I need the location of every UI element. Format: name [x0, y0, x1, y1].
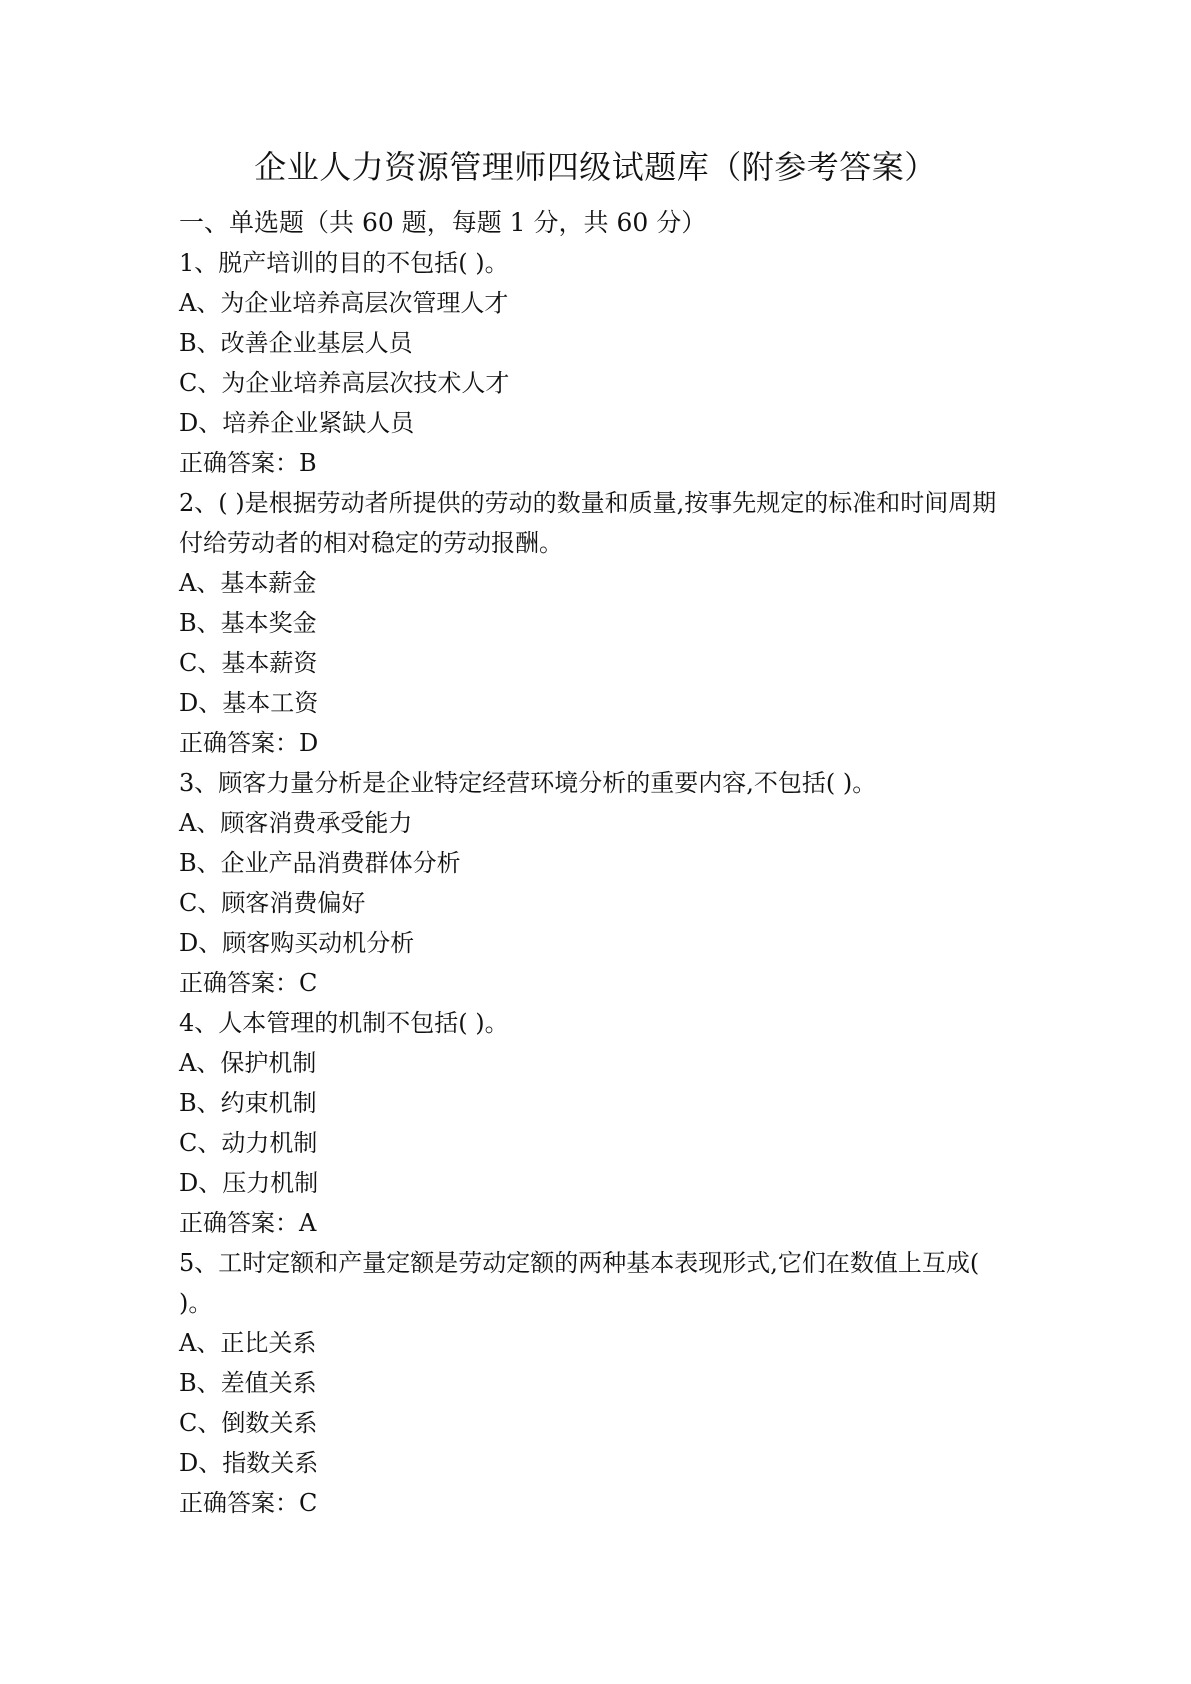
option-a: A、保护机制	[179, 1049, 317, 1077]
section-title: 一、单选题（共 60 题，每题 1 分，共 60 分）	[179, 208, 707, 237]
question-2	[179, 483, 1019, 763]
option-c: C、基本薪资	[179, 649, 318, 677]
question-5	[179, 1243, 1019, 1523]
question-stem: 4、人本管理的机制不包括( )。	[179, 1009, 509, 1037]
question-4	[179, 1003, 1019, 1243]
question-stem: 3、顾客力量分析是企业特定经营环境分析的重要内容,不包括( )。	[179, 769, 877, 797]
option-d: D、指数关系	[179, 1449, 319, 1477]
option-c: C、为企业培养高层次技术人才	[179, 369, 510, 397]
option-a: A、基本薪金	[179, 569, 317, 597]
correct-answer: 正确答案：B	[179, 449, 317, 477]
option-d: D、顾客购买动机分析	[179, 929, 415, 957]
option-b: B、约束机制	[179, 1089, 317, 1117]
question-1	[179, 243, 1019, 483]
option-b: B、改善企业基层人员	[179, 329, 413, 357]
option-b: B、差值关系	[179, 1369, 317, 1397]
option-c: C、倒数关系	[179, 1409, 318, 1437]
correct-answer: 正确答案：A	[179, 1209, 317, 1237]
correct-answer: 正确答案：C	[179, 1489, 318, 1517]
option-b: B、基本奖金	[179, 609, 317, 637]
option-a: A、为企业培养高层次管理人才	[179, 289, 509, 317]
option-d: D、培养企业紧缺人员	[179, 409, 415, 437]
question-stem: 2、( )是根据劳动者所提供的劳动的数量和质量,按事先规定的标准和时间周期付给劳动者的相对稳定的劳动报酬。	[179, 489, 997, 557]
correct-answer: 正确答案：C	[179, 969, 318, 997]
question-3	[179, 763, 1019, 1003]
question-stem: 5、工时定额和产量定额是劳动定额的两种基本表现形式,它们在数值上互成( )。	[179, 1249, 980, 1317]
option-a: A、正比关系	[179, 1329, 317, 1357]
option-a: A、顾客消费承受能力	[179, 809, 413, 837]
question-stem: 1、脱产培训的目的不包括( )。	[179, 249, 509, 277]
document-title: 企业人力资源管理师四级试题库（附参考答案）	[254, 148, 937, 186]
correct-answer: 正确答案：D	[179, 729, 319, 757]
option-c: C、动力机制	[179, 1129, 318, 1157]
option-b: B、企业产品消费群体分析	[179, 849, 461, 877]
option-d: D、基本工资	[179, 689, 319, 717]
option-d: D、压力机制	[179, 1169, 319, 1197]
option-c: C、顾客消费偏好	[179, 889, 366, 917]
document-body	[179, 203, 1019, 1523]
